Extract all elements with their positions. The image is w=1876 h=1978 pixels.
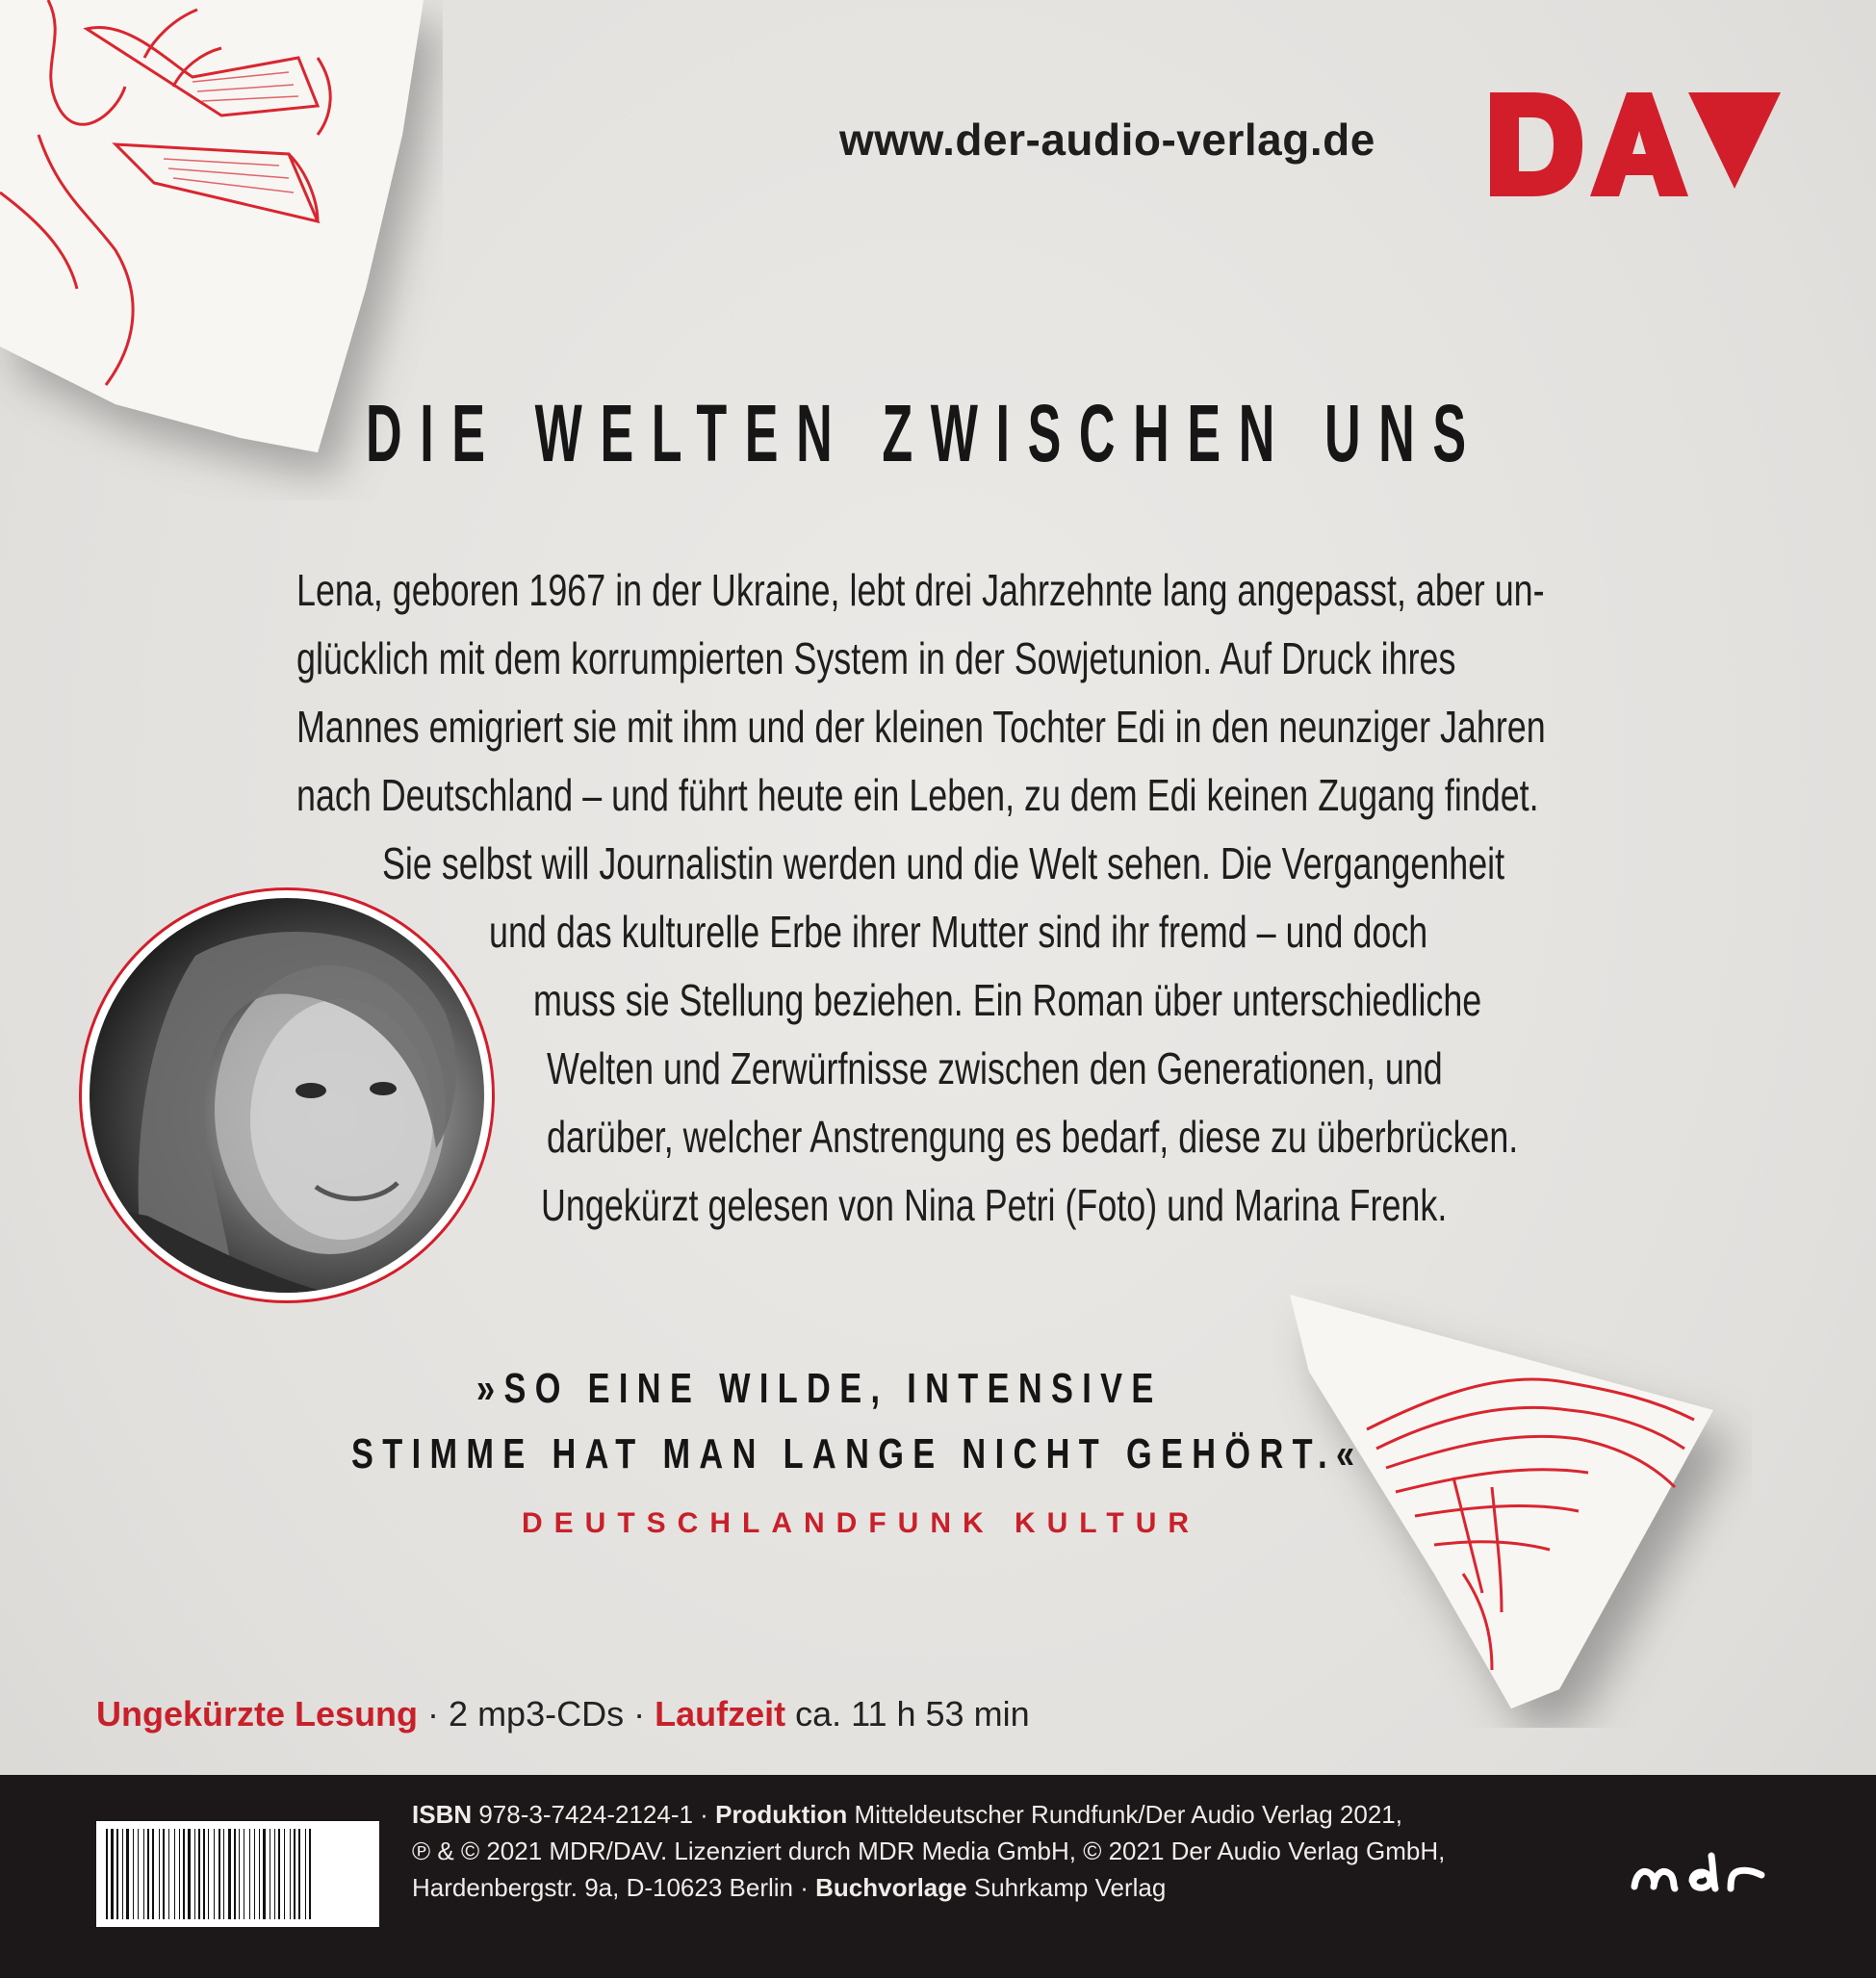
- barcode-bar: [143, 1829, 144, 1919]
- barcode-bar: [203, 1829, 205, 1919]
- barcode-bar: [116, 1829, 118, 1919]
- dav-logo: [1490, 92, 1781, 196]
- paper-scrap-bottom-right: [1271, 1285, 1752, 1728]
- product-info: [96, 1694, 1030, 1734]
- barcode-bar: [188, 1829, 191, 1919]
- barcode-bar: [249, 1829, 250, 1919]
- barcode-bar: [183, 1829, 185, 1919]
- barcode-bar: [163, 1829, 165, 1919]
- blurb-line: nach Deutschland – und führt heute ein Leben, zu dem Edi keinen Zugang findet.: [296, 770, 1539, 820]
- quote-line-1: »SO EINE WILDE, INTENSIVE: [476, 1365, 1163, 1412]
- barcode: [96, 1821, 379, 1927]
- production-value: Mitteldeutscher Rundfunk/Der Audio Verlag 2021,: [847, 1800, 1402, 1829]
- barcode-bar: [174, 1829, 175, 1919]
- legal-line-1: [412, 1796, 1548, 1833]
- barcode-bar: [147, 1829, 149, 1919]
- source-label: Buchvorlage: [815, 1873, 967, 1902]
- barcode-bar: [138, 1829, 139, 1919]
- barcode-bar: [239, 1829, 240, 1919]
- blurb-line: Sie selbst will Journalistin werden und die Welt sehen. Die Vergangenheit: [382, 838, 1505, 888]
- separator: ·: [624, 1694, 655, 1734]
- barcode-bar: [254, 1829, 255, 1919]
- barcode-bar: [214, 1829, 215, 1919]
- runtime-value: ca. 11 h 53 min: [785, 1694, 1030, 1734]
- barcode-bar: [234, 1829, 236, 1919]
- barcode-bar: [159, 1829, 160, 1919]
- barcode-bar: [278, 1829, 280, 1919]
- book-title: DIE WELTEN ZWISCHEN UNS: [366, 388, 1484, 478]
- narrator-portrait: [79, 887, 495, 1303]
- barcode-bar: [294, 1829, 296, 1919]
- quote-source: DEUTSCHLANDFUNK KULTUR: [522, 1507, 1201, 1539]
- barcode-bar: [168, 1829, 169, 1919]
- blurb-line: Welten und Zerwürfnisse zwischen den Generationen, und: [547, 1043, 1443, 1093]
- blurb-line: glücklich mit dem korrumpierten System in der Sowjetunion. Auf Druck ihres: [296, 633, 1456, 683]
- blurb-line: darüber, welcher Anstrengung es bedarf, diese zu überbrücken.: [547, 1112, 1519, 1162]
- barcode-bar: [194, 1829, 195, 1919]
- mdr-logo: [1627, 1846, 1781, 1904]
- publisher-url[interactable]: www.der-audio-verlag.de: [839, 115, 1375, 165]
- portrait-face-image: [90, 898, 484, 1293]
- legal-line-2: ℗ & © 2021 MDR/DAV. Lizenziert durch MDR Media GmbH, © 2021 Der Audio Verlag GmbH,: [412, 1837, 1446, 1865]
- barcode-bar: [223, 1829, 224, 1919]
- runtime-label: Laufzeit: [655, 1694, 786, 1734]
- address: Hardenbergstr. 9a, D-10623 Berlin ·: [412, 1873, 816, 1902]
- quote-line-2: STIMME HAT MAN LANGE NICHT GEHÖRT.«: [351, 1430, 1364, 1477]
- format-label: Ungekürzte Lesung: [96, 1694, 419, 1734]
- barcode-bar: [126, 1829, 129, 1919]
- isbn-value: 978-3-7424-2124-1 ·: [472, 1800, 716, 1829]
- barcode-bar: [111, 1829, 114, 1919]
- source-value: Suhrkamp Verlag: [966, 1873, 1167, 1902]
- barcode-bar: [284, 1829, 285, 1919]
- separator: ·: [418, 1694, 450, 1734]
- barcode-bar: [309, 1829, 311, 1919]
- barcode-bar: [208, 1829, 209, 1919]
- barcode-bar: [290, 1829, 291, 1919]
- blurb-line: Mannes emigriert sie mit ihm und der kleinen Tochter Edi in den neunziger Jahren: [296, 702, 1546, 752]
- barcode-bar: [198, 1829, 200, 1919]
- barcode-bar: [179, 1829, 180, 1919]
- blurb-line: muss sie Stellung beziehen. Ein Roman über unterschiedliche: [533, 975, 1482, 1025]
- portrait-photo: [90, 898, 484, 1293]
- barcode-bar: [122, 1829, 123, 1919]
- blurb-line: Ungekürzt gelesen von Nina Petri (Foto) und Marina Frenk.: [541, 1180, 1448, 1230]
- barcode-bar: [218, 1829, 220, 1919]
- production-label: Produktion: [715, 1800, 848, 1829]
- legal-line-3: [412, 1869, 1548, 1906]
- barcode-bar: [305, 1829, 306, 1919]
- legal-text: [412, 1796, 1548, 1906]
- blurb-line: und das kulturelle Erbe ihrer Mutter sind ihr fremd – und doch: [489, 907, 1428, 957]
- barcode-bar: [298, 1829, 300, 1919]
- blurb-line: Lena, geboren 1967 in der Ukraine, lebt drei Jahrzehnte lang angepasst, aber un-: [296, 565, 1545, 615]
- barcode-bar: [274, 1829, 275, 1919]
- barcode-bar: [106, 1829, 108, 1919]
- disc-count: 2 mp3-CDs: [449, 1694, 625, 1734]
- barcode-bar: [152, 1829, 154, 1919]
- barcode-bar: [133, 1829, 134, 1919]
- barcode-bar: [228, 1829, 231, 1919]
- barcode-bars: [104, 1829, 372, 1919]
- barcode-bar: [263, 1829, 266, 1919]
- barcode-bar: [259, 1829, 260, 1919]
- isbn-label: ISBN: [412, 1800, 473, 1829]
